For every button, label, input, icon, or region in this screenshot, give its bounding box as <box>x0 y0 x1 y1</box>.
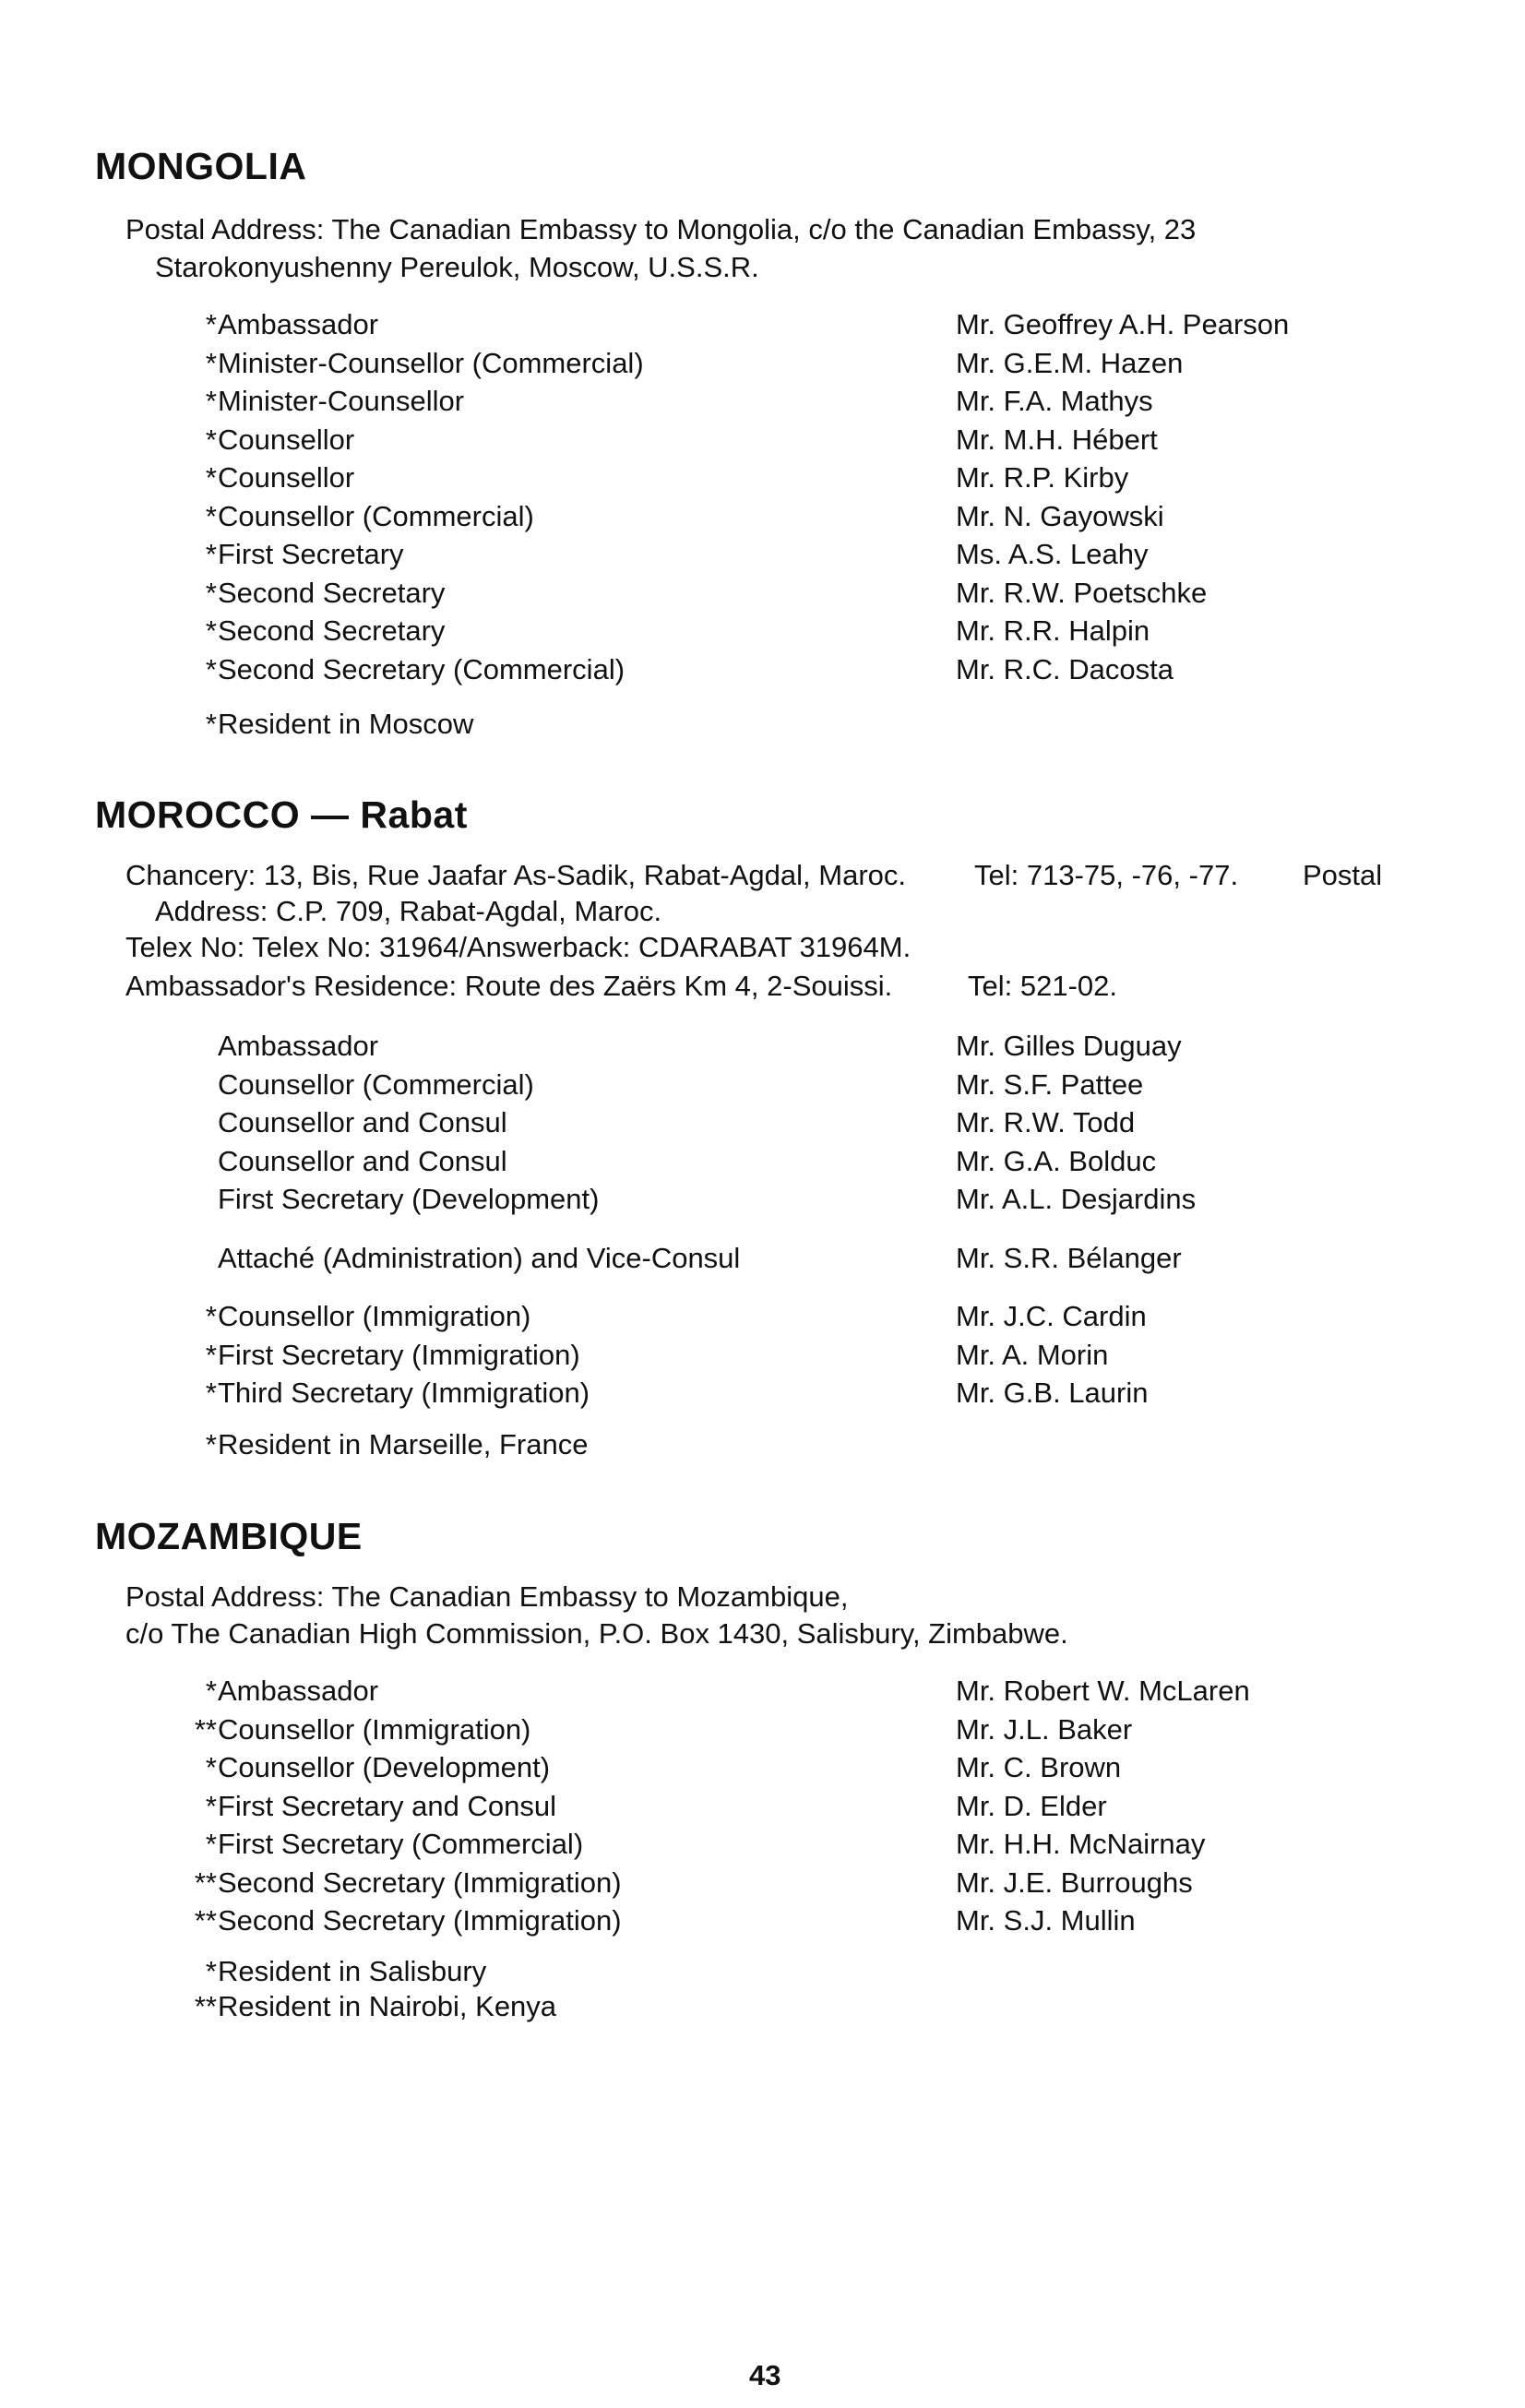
staff-name: Mr. A.L. Desjardins <box>956 1183 1197 1215</box>
staff-title: First Secretary (Commercial) <box>218 1828 584 1860</box>
footnote <box>0 1989 1525 2024</box>
staff-name: Mr. A. Morin <box>956 1338 1109 1371</box>
staff-name: Mr. C. Brown <box>956 1751 1122 1783</box>
staff-row <box>0 1142 1525 1181</box>
footnote-marker: * <box>205 461 217 494</box>
staff-row <box>0 1672 1525 1711</box>
morocco-residence: Ambassador's Residence: Route des Zaërs Km 4, 2-Souissi. <box>125 970 893 1002</box>
footnote-marker: * <box>205 1300 217 1332</box>
staff-row <box>0 650 1525 689</box>
staff-row <box>0 305 1525 344</box>
staff-row <box>0 1297 1525 1336</box>
footnote-marker: * <box>205 1338 217 1371</box>
staff-title: Minister-Counsellor (Commercial) <box>218 346 644 379</box>
staff-name: Mr. F.A. Mathys <box>956 385 1153 417</box>
staff-row <box>0 1711 1525 1749</box>
staff-name: Mr. M.H. Hébert <box>956 423 1158 456</box>
footnote-marker: * <box>205 1428 217 1460</box>
footnote-marker: * <box>205 1751 217 1783</box>
staff-name: Mr. J.E. Burroughs <box>956 1866 1193 1899</box>
staff-title: Ambassador <box>218 1030 379 1062</box>
staff-title: Second Secretary <box>218 614 446 647</box>
staff-name: Mr. D. Elder <box>956 1789 1107 1822</box>
staff-row <box>0 1374 1525 1413</box>
footnote-marker: * <box>205 614 217 647</box>
staff-row <box>0 1901 1525 1940</box>
mozambique-postal-line-1: Postal Address: The Canadian Embassy to Mozambique, <box>125 1580 849 1613</box>
footnote-marker: ** <box>194 1712 217 1746</box>
footnote-marker: ** <box>194 1904 217 1937</box>
staff-name: Mr. R.W. Todd <box>956 1106 1136 1138</box>
mongolia-postal-line-1: Postal Address: The Canadian Embassy to Mongolia, c/o the Canadian Embassy, 23 <box>125 213 1197 245</box>
page-number: 43 <box>749 2359 781 2391</box>
staff-title: First Secretary (Development) <box>218 1183 600 1215</box>
staff-title: Counsellor <box>218 461 355 494</box>
staff-title: Ambassador <box>218 1675 379 1707</box>
morocco-staff-list-c <box>0 1297 1525 1413</box>
mozambique-postal-line-2: c/o The Canadian High Commission, P.O. Box 1430, Salisbury, Zimbabwe. <box>125 1617 1068 1650</box>
mongolia-staff-list <box>0 305 1525 688</box>
staff-title: Counsellor (Development) <box>218 1751 551 1783</box>
section-heading-morocco: MOROCCO — Rabat <box>95 793 468 836</box>
footnote-marker: * <box>205 538 217 570</box>
staff-row <box>0 382 1525 421</box>
staff-title: Counsellor (Commercial) <box>218 499 534 532</box>
footnote <box>0 707 1525 742</box>
footnote-marker: * <box>205 1955 217 1987</box>
morocco-staff-list-a <box>0 1027 1525 1219</box>
staff-title: Second Secretary (Immigration) <box>218 1904 622 1937</box>
staff-title: Counsellor and Consul <box>218 1144 507 1177</box>
staff-name: Mr. R.W. Poetschke <box>956 576 1208 609</box>
morocco-chancery-line-2: Address: C.P. 709, Rabat-Agdal, Maroc. <box>155 895 662 927</box>
staff-name: Mr. R.C. Dacosta <box>956 652 1174 685</box>
staff-title: Minister-Counsellor <box>218 385 465 417</box>
morocco-staff-list-b <box>0 1239 1525 1278</box>
staff-name: Mr. Robert W. McLaren <box>956 1675 1250 1707</box>
staff-title: Counsellor (Commercial) <box>218 1067 534 1101</box>
section-heading-mongolia: MONGOLIA <box>95 145 307 187</box>
staff-row <box>0 1748 1525 1787</box>
footnote-text: Resident in Salisbury <box>218 1955 487 1987</box>
mongolia-notes <box>0 707 1525 742</box>
staff-title: First Secretary and Consul <box>218 1789 556 1822</box>
staff-name: Mr. J.C. Cardin <box>956 1300 1147 1332</box>
section-heading-mozambique: MOZAMBIQUE <box>95 1515 363 1557</box>
morocco-notes <box>0 1427 1525 1462</box>
staff-name: Mr. R.R. Halpin <box>956 614 1150 647</box>
staff-row <box>0 497 1525 536</box>
staff-row <box>0 1180 1525 1219</box>
staff-name: Mr. G.B. Laurin <box>956 1377 1149 1409</box>
footnote-marker: * <box>205 576 217 609</box>
mozambique-staff-list <box>0 1672 1525 1940</box>
staff-row <box>0 612 1525 650</box>
morocco-chancery-tel: Tel: 713-75, -76, -77. <box>974 859 1239 891</box>
footnote-marker: * <box>205 308 217 340</box>
staff-row <box>0 1027 1525 1066</box>
footnote-marker: * <box>205 1377 217 1409</box>
footnote-marker: * <box>205 499 217 532</box>
mozambique-notes <box>0 1954 1525 2024</box>
staff-name: Mr. H.H. McNairnay <box>956 1828 1206 1860</box>
footnote <box>0 1954 1525 1989</box>
staff-name: Mr. S.R. Bélanger <box>956 1242 1182 1274</box>
morocco-chancery-line-1: Chancery: 13, Bis, Rue Jaafar As-Sadik, Rabat-Agdal, Maroc. <box>125 859 907 891</box>
staff-name: Mr. R.P. Kirby <box>956 461 1129 494</box>
footnote-marker: ** <box>194 1866 217 1899</box>
footnote-marker: ** <box>194 1990 217 2022</box>
footnote <box>0 1427 1525 1462</box>
footnote-marker: * <box>205 1675 217 1707</box>
staff-name: Mr. S.J. Mullin <box>956 1904 1136 1937</box>
staff-title: Attaché (Administration) and Vice-Consul <box>218 1242 741 1274</box>
staff-title: First Secretary (Immigration) <box>218 1338 580 1371</box>
staff-title: Third Secretary (Immigration) <box>218 1377 590 1409</box>
staff-title: Counsellor <box>218 423 355 456</box>
staff-row <box>0 1825 1525 1864</box>
footnote-marker: * <box>205 346 217 379</box>
staff-name: Mr. J.L. Baker <box>956 1712 1133 1746</box>
staff-row <box>0 1239 1525 1278</box>
staff-title: Second Secretary (Immigration) <box>218 1866 622 1899</box>
staff-row <box>0 1103 1525 1142</box>
staff-title: Second Secretary <box>218 576 446 609</box>
staff-row <box>0 459 1525 497</box>
staff-row <box>0 421 1525 459</box>
staff-title: Ambassador <box>218 308 379 340</box>
staff-title: First Secretary <box>218 538 404 570</box>
staff-row <box>0 574 1525 613</box>
footnote-marker: * <box>205 1789 217 1822</box>
staff-row <box>0 344 1525 383</box>
staff-row <box>0 1066 1525 1104</box>
footnote-marker: * <box>205 652 217 685</box>
staff-row <box>0 1864 1525 1902</box>
footnote-marker: * <box>205 1828 217 1860</box>
morocco-telex: Telex No: Telex No: 31964/Answerback: CDARABAT 31964M. <box>125 931 911 963</box>
footnote-text: Resident in Nairobi, Kenya <box>218 1990 557 2022</box>
staff-name: Mr. G.A. Bolduc <box>956 1144 1157 1177</box>
staff-row <box>0 1336 1525 1375</box>
mongolia-postal-line-2: Starokonyushenny Pereulok, Moscow, U.S.S.R. <box>155 251 759 283</box>
morocco-residence-tel: Tel: 521-02. <box>968 970 1117 1002</box>
staff-name: Mr. S.F. Pattee <box>956 1067 1144 1101</box>
staff-title: Counsellor (Immigration) <box>218 1300 531 1332</box>
staff-title: Counsellor (Immigration) <box>218 1712 531 1746</box>
staff-title: Counsellor and Consul <box>218 1106 507 1138</box>
staff-name: Ms. A.S. Leahy <box>956 538 1149 570</box>
staff-title: Second Secretary (Commercial) <box>218 652 625 685</box>
footnote-marker: * <box>205 423 217 456</box>
staff-name: Mr. N. Gayowski <box>956 499 1164 532</box>
staff-name: Mr. Geoffrey A.H. Pearson <box>956 308 1290 340</box>
footnote-marker: * <box>205 708 217 740</box>
footnote-text: Resident in Marseille, France <box>218 1428 589 1460</box>
morocco-chancery-postal: Postal <box>1303 859 1383 891</box>
footnote-text: Resident in Moscow <box>218 708 474 740</box>
staff-name: Mr. G.E.M. Hazen <box>956 346 1184 379</box>
staff-row <box>0 535 1525 574</box>
footnote-marker: * <box>205 385 217 417</box>
staff-row <box>0 1787 1525 1826</box>
staff-name: Mr. Gilles Duguay <box>956 1030 1182 1062</box>
